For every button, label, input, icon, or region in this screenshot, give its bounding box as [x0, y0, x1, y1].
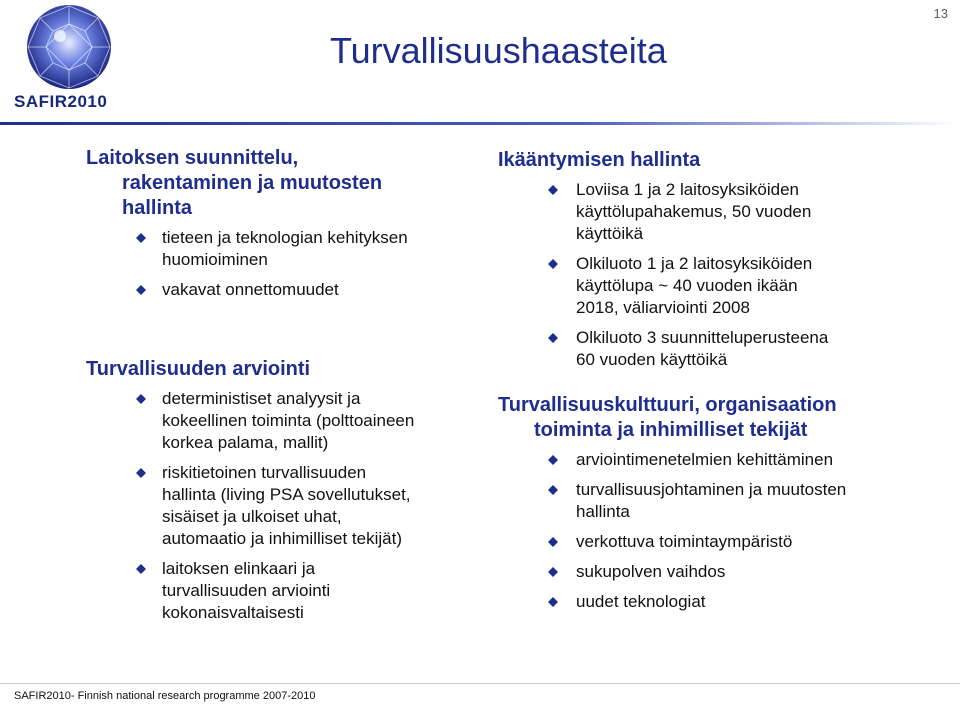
heading-line: toiminta ja inhimilliset tekijät	[534, 419, 808, 441]
section-turvallisuuskulttuuri	[498, 393, 938, 613]
diamond-logo-icon	[24, 2, 114, 92]
diamond-bullet-icon	[548, 185, 558, 195]
section-heading	[86, 357, 486, 382]
bullet-item	[498, 179, 938, 245]
bullet-item	[86, 462, 486, 550]
bullet-list	[498, 449, 938, 613]
diamond-bullet-icon	[548, 455, 558, 465]
logo-text: SAFIR2010	[14, 92, 108, 111]
heading-line: Turvallisuuden arviointi	[86, 358, 311, 380]
bullet-item	[498, 449, 938, 471]
section-heading	[498, 393, 938, 443]
slide-number: 13	[933, 6, 948, 21]
bullet-item	[498, 531, 938, 553]
safir-logo	[4, 2, 132, 120]
bullet-text: arviointimenetelmien kehittäminen	[576, 450, 834, 469]
bullet-list	[498, 179, 938, 371]
heading-line: hallinta	[122, 197, 193, 219]
diamond-bullet-icon	[548, 259, 558, 269]
footer-text: SAFIR2010- Finnish national research programme 2007-2010	[14, 690, 316, 702]
diamond-bullet-icon	[548, 485, 558, 495]
bullet-list	[86, 388, 486, 624]
bullet-item	[498, 327, 938, 371]
bullet-text: Olkiluoto 1 ja 2 laitosyksiköiden	[576, 254, 813, 273]
diamond-bullet-icon	[548, 333, 558, 343]
diamond-bullet-icon	[548, 597, 558, 607]
bullet-item	[498, 591, 938, 613]
bullet-text: automaatio ja inhimilliset tekijät)	[162, 529, 402, 548]
section-ikaantyminen	[498, 148, 938, 371]
bullet-item	[86, 279, 486, 301]
diamond-bullet-icon	[548, 567, 558, 577]
right-column	[498, 148, 938, 621]
section-heading	[86, 146, 486, 221]
heading-line: Ikääntymisen hallinta	[498, 149, 701, 171]
diamond-bullet-icon	[136, 564, 146, 574]
bullet-text: käyttöikä	[576, 224, 644, 243]
heading-line: Turvallisuuskulttuuri, organisaation	[498, 394, 837, 416]
bullet-text: turvallisuuden arviointi	[162, 581, 331, 600]
bullet-text: hallinta (living PSA sovellutukset,	[162, 485, 411, 504]
diamond-bullet-icon	[136, 394, 146, 404]
bullet-text: laitoksen elinkaari ja	[162, 559, 316, 578]
bullet-text: verkottuva toimintaympäristö	[576, 532, 793, 551]
bullet-text: kokonaisvaltaisesti	[162, 603, 304, 622]
bullet-text: Olkiluoto 3 suunnitteluperusteena	[576, 328, 829, 347]
bullet-text: korkea palama, mallit)	[162, 433, 329, 452]
bullet-text: käyttölupahakemus, 50 vuoden	[576, 202, 812, 221]
title-divider	[0, 122, 960, 125]
diamond-bullet-icon	[136, 468, 146, 478]
slide-title: Turvallisuushaasteita	[330, 30, 667, 71]
bullet-text: deterministiset analyysit ja	[162, 389, 361, 408]
bullet-item	[498, 253, 938, 319]
bullet-text: tieteen ja teknologian kehityksen	[162, 228, 408, 247]
bullet-text: sisäiset ja ulkoiset uhat,	[162, 507, 342, 526]
diamond-bullet-icon	[136, 285, 146, 295]
bullet-text: käyttölupa ~ 40 vuoden ikään	[576, 276, 798, 295]
section-heading	[498, 148, 938, 173]
diamond-bullet-icon	[548, 537, 558, 547]
bullet-text: turvallisuusjohtaminen ja muutosten	[576, 480, 847, 499]
bullet-text: riskitietoinen turvallisuuden	[162, 463, 367, 482]
bullet-text: uudet teknologiat	[576, 592, 706, 611]
section-suunnittelu	[86, 146, 486, 301]
bullet-text: kokeellinen toiminta (polttoaineen	[162, 411, 415, 430]
bullet-text: 60 vuoden käyttöikä	[576, 350, 728, 369]
footer-divider	[0, 683, 960, 684]
bullet-item	[86, 558, 486, 624]
heading-line: rakentaminen ja muutosten	[122, 172, 383, 194]
bullet-item	[498, 479, 938, 523]
bullet-item	[86, 388, 486, 454]
bullet-item	[498, 561, 938, 583]
section-arviointi	[86, 357, 486, 624]
diamond-bullet-icon	[136, 233, 146, 243]
bullet-text: hallinta	[576, 502, 630, 521]
bullet-text: huomioiminen	[162, 250, 268, 269]
bullet-text: sukupolven vaihdos	[576, 562, 726, 581]
left-column	[86, 146, 486, 632]
bullet-list	[86, 227, 486, 301]
bullet-text: Loviisa 1 ja 2 laitosyksiköiden	[576, 180, 800, 199]
bullet-text: 2018, väliarviointi 2008	[576, 298, 750, 317]
heading-line: Laitoksen suunnittelu,	[86, 147, 299, 169]
bullet-text: vakavat onnettomuudet	[162, 280, 339, 299]
bullet-item	[86, 227, 486, 271]
